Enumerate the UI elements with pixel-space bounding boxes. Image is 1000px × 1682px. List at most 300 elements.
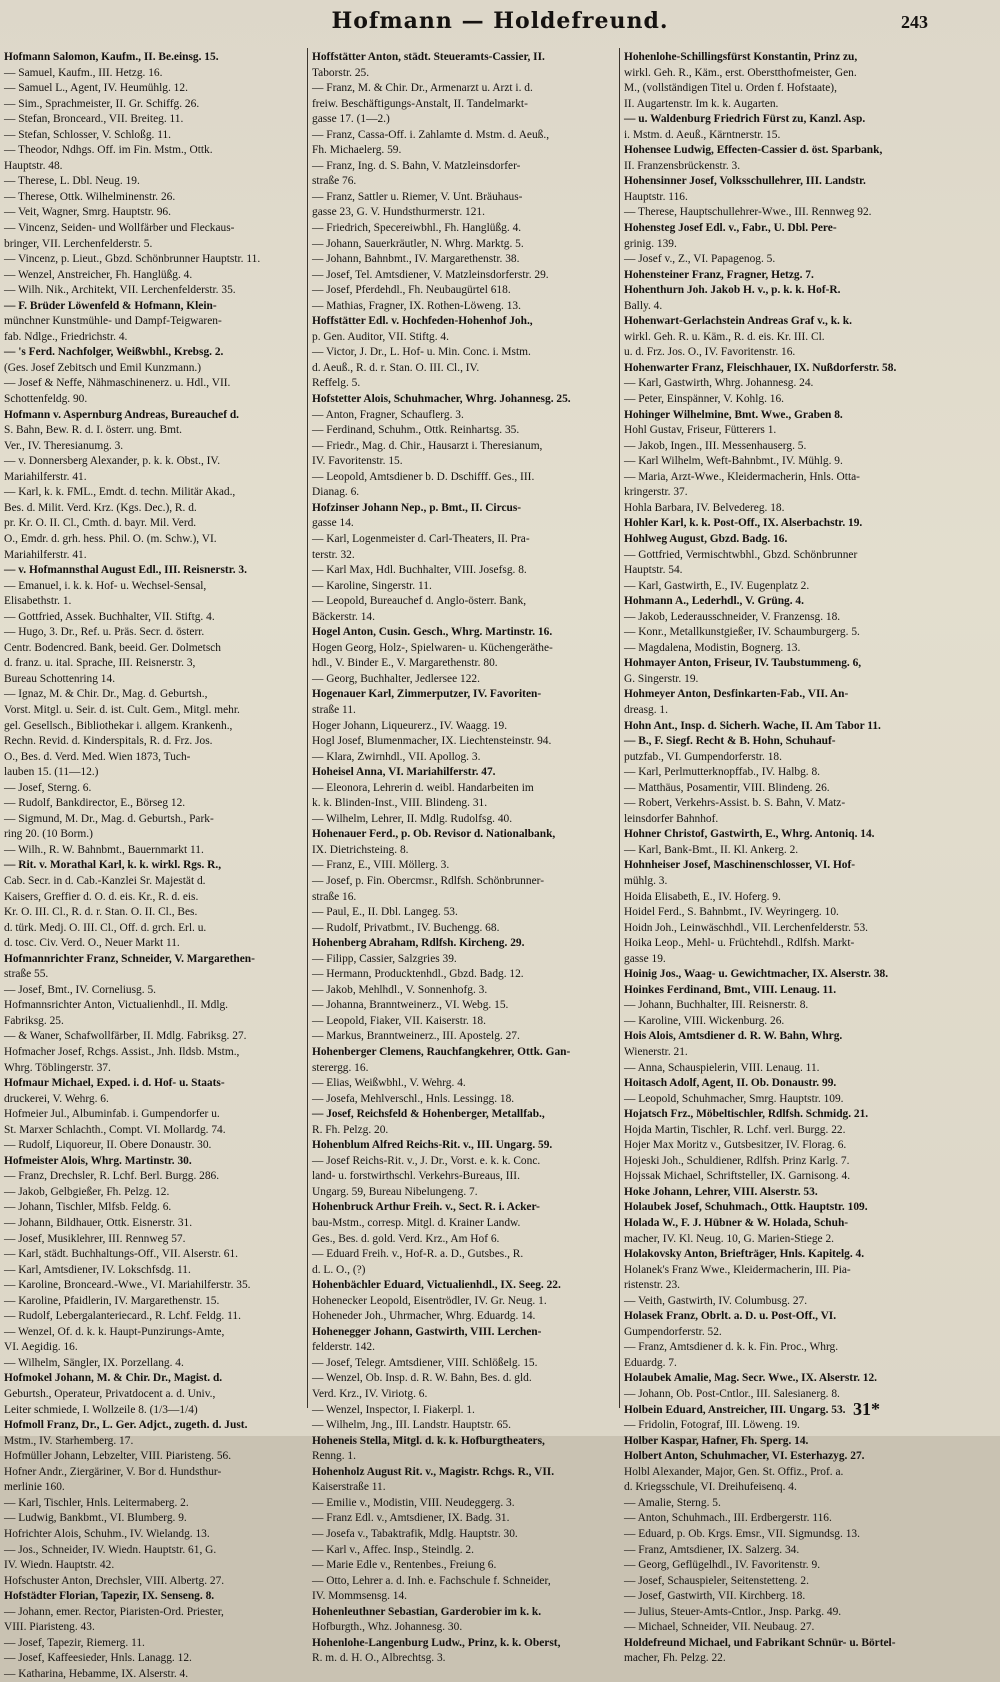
directory-entry-line: Holada W., F. J. Hübner & W. Holada, Schuh- — [624, 1217, 849, 1230]
directory-entry-line: — Karl, Perlmutterknopffab., IV. Halbg. 8. — [624, 766, 821, 779]
directory-entry-line: macher, IV. Kl. Neug. 10, G. Marien-Stiege 2. — [624, 1232, 835, 1245]
directory-entry-line: — Josef Reichs-Rit. v., J. Dr., Vorst. e. k. k. Conc. — [312, 1154, 541, 1167]
directory-entry-line: gasse 23, G. V. Hundsthurmerstr. 121. — [312, 206, 485, 219]
directory-entry-line: VIII. Piaristeng. 43. — [4, 1621, 95, 1634]
directory-entry-line: — Therese, Hauptschullehrer-Wwe., III. Rennweg 92. — [624, 206, 872, 219]
directory-entry-line: Holbein Eduard, Anstreicher, III. Ungarg. 53. — [624, 1403, 846, 1416]
directory-entry-line: Hofmacher Josef, Rchgs. Assist., Jnh. Ildsb. Mstm., — [4, 1046, 240, 1058]
directory-entry-line: (Ges. Josef Zebitsch und Emil Kunzmann.) — [4, 361, 202, 374]
directory-entry-line: Holbert Anton, Schuhmacher, VI. Esterhazyg. 27. — [624, 1450, 865, 1463]
directory-entry-line: — Wilh. Nik., Architekt, VII. Lerchenfelderstr. 35. — [4, 284, 236, 297]
directory-entry-line: Hogenauer Karl, Zimmerputzer, IV. Favoriten- — [312, 688, 542, 701]
directory-entry-line: — Leopold, Bureauchef d. Anglo-österr. Bank, — [312, 595, 527, 608]
directory-entry-line: — Sigmund, M. Dr., Mag. d. Geburtsh., Park- — [4, 812, 214, 825]
directory-entry-line: — Franz, Amtsdiener, IX. Salzerg. 34. — [624, 1543, 800, 1556]
directory-entry-line: — Marie Edle v., Rentenbes., Freiung 6. — [312, 1559, 497, 1572]
directory-entry-line: — Josef, p. Fin. Obercmsr., Rdlfsh. Schönbrunner- — [312, 874, 544, 887]
directory-entry-line: — Johann, Bildhauer, Ottk. Eisnerstr. 31. — [4, 1217, 193, 1230]
directory-entry-line: — Karoline, Bronceard.-Wwe., VI. Mariahilferstr. 35. — [4, 1279, 251, 1292]
directory-entry-line: Hohenthurn Joh. Jakob H. v., p. k. k. Hof-R. — [624, 284, 841, 297]
directory-entry-line: Hauptstr. 54. — [624, 564, 683, 577]
directory-entry-line: — Josef, Tel. Amtsdiener, V. Matzleinsdorferstr. 29. — [312, 268, 549, 281]
directory-entry-line: — Eduard Freih. v., Hof-R. a. D., Gutsbes., R. — [312, 1248, 524, 1261]
directory-entry-line: — Franz Edl. v., Amtsdiener, IX. Badg. 31. — [312, 1512, 510, 1525]
directory-entry-line: d. türk. Medj. O. III. Cl., Off. d. grch. Erl. u. — [4, 921, 207, 934]
directory-entry-line: Fabriksg. 25. — [4, 1014, 64, 1027]
directory-entry-line: Whrg. Töblingerstr. 37. — [4, 1061, 111, 1074]
directory-column-2 — [312, 50, 616, 1665]
directory-entry-line: — Karoline, Singerstr. 11. — [312, 579, 432, 592]
directory-entry-line: lauben 15. (11—12.) — [4, 766, 99, 779]
directory-entry-line: Kaisers, Greffier d. O. d. eis. Kr., R. d. eis. — [4, 890, 199, 903]
directory-entry-line: Hofmannsrichter Anton, Victualienhdl., II. Mdlg. — [4, 999, 229, 1012]
directory-entry-line: Hojssak Michael, Schriftsteller, IX. Garnisong. 4. — [624, 1170, 851, 1183]
directory-entry-line: Verd. Krz., IV. Viriotg. 6. — [312, 1388, 428, 1401]
directory-entry-line: felderstr. 142. — [312, 1341, 375, 1354]
directory-entry-line: — Anna, Schauspielerin, VIII. Lenaug. 11. — [624, 1061, 820, 1074]
directory-entry-line: — Karoline, VIII. Wickenburg. 26. — [624, 1014, 785, 1027]
directory-entry-line: i. Mstm. d. Aeuß., Kärntnerstr. 15. — [624, 128, 781, 141]
directory-entry-line: — Johann, Sauerkräutler, N. Whrg. Marktg. 5. — [312, 237, 524, 250]
directory-entry-line: Hojeski Joh., Schuldiener, Rdlfsh. Prinz Karlg. 7. — [624, 1154, 850, 1167]
directory-entry-line: Hohnheiser Josef, Maschinenschlosser, VI. Hof- — [624, 859, 856, 872]
directory-entry-line: d. L. O., (?) — [312, 1263, 366, 1276]
directory-entry-line: Hofmaur Michael, Exped. i. d. Hof- u. Staats- — [4, 1077, 225, 1090]
directory-entry-line: Dianag. 6. — [312, 486, 360, 499]
directory-entry-line: Hofmann v. Aspernburg Andreas, Bureauchef d. — [4, 408, 240, 421]
directory-entry-line: k. k. Blinden-Inst., VIII. Blindeng. 31. — [312, 797, 488, 810]
directory-entry-line: — Markus, Branntweinerz., III. Apostelg. 27. — [312, 1030, 520, 1043]
directory-entry-line: — Robert, Verkehrs-Assist. b. S. Bahn, V. Matz- — [624, 797, 846, 810]
directory-entry-line: Hohenbruck Arthur Freih. v., Sect. R. i. Acker- — [312, 1201, 540, 1214]
directory-entry-line: Hohenauer Ferd., p. Ob. Revisor d. Nationalbank, — [312, 828, 556, 841]
directory-entry-line: ring 20. (10 Borm.) — [4, 828, 93, 841]
directory-entry-line: — Karoline, Pfaidlerin, IV. Margarethenstr. 15. — [4, 1294, 220, 1307]
directory-entry-line: — Josef, Reichsfeld & Hohenberger, Metallfab., — [312, 1108, 545, 1121]
directory-entry-line: Hohler Karl, k. k. Post-Off., IX. Alserbachstr. 19. — [624, 517, 863, 530]
directory-entry-line: Hoidel Ferd., S. Bahnbmt., IV. Weyringerg. 10. — [624, 906, 839, 919]
directory-entry-line: Rechn. Revid. d. Kinderspitals, R. d. Frz. Jos. — [4, 735, 213, 748]
directory-entry-line: — Rit. v. Morathal Karl, k. k. wirkl. Rgs. R., — [4, 859, 222, 872]
directory-entry-line: Hohenecker Leopold, Eisentrödler, IV. Gr. Neug. 1. — [312, 1294, 547, 1307]
directory-entry-line: Hojda Martin, Tischler, R. Lchf. verl. Burgg. 22. — [624, 1123, 846, 1136]
directory-entry-line: bringer, VII. Lerchenfelderstr. 5. — [4, 237, 153, 250]
directory-entry-line: — Leopold, Amtsdiener b. D. Dschifff. Ges., III. — [312, 470, 535, 483]
directory-entry-line: — Klara, Zwirnhdl., VII. Apollog. 3. — [312, 750, 481, 763]
directory-entry-line: pr. Kr. O. II. Cl., Cmth. d. bayr. Mil. Verd. — [4, 517, 197, 530]
directory-entry-line: grinig. 139. — [624, 237, 677, 250]
directory-entry-line: — Johann, Tischler, Mlfsb. Feldg. 6. — [4, 1201, 172, 1214]
directory-entry-line: Hohmeyer Anton, Desfinkarten-Fab., VII. An- — [624, 688, 849, 701]
directory-entry-line: Hohl Gustav, Friseur, Fütterers 1. — [624, 424, 777, 437]
directory-entry-line: macher, Fh. Pelzg. 22. — [624, 1652, 726, 1665]
directory-entry-line: — Therese, Ottk. Wilhelminenstr. 26. — [4, 190, 176, 203]
directory-entry-line: G. Singerstr. 19. — [624, 672, 699, 685]
directory-entry-line: straße 55. — [4, 968, 49, 981]
directory-entry-line: — Konr., Metallkunstgießer, IV. Schaumburgerg. 5. — [624, 626, 860, 639]
directory-entry-line: — Franz, Sattler u. Riemer, V. Unt. Bräuhaus- — [312, 190, 523, 203]
directory-entry-line: u. d. Frz. Jos. O., IV. Favoritenstr. 16. — [624, 346, 796, 359]
directory-entry-line: d. Kriegsschule, VI. Dreihufeisenq. 4. — [624, 1481, 797, 1494]
directory-entry-line: — Ludwig, Bankbmt., VI. Blumberg. 9. — [4, 1512, 187, 1525]
directory-entry-line: O., Emdr. d. grh. hess. Phil. O. (m. Schw.), VI. — [4, 532, 217, 545]
directory-entry-line: VI. Aegidig. 16. — [4, 1341, 78, 1354]
directory-entry-line: — Josef, Kaffeesieder, Hnls. Lanagg. 12. — [4, 1652, 192, 1665]
directory-entry-line: Hohenleuthner Sebastian, Garderobier im k. k. — [312, 1605, 542, 1618]
directory-entry-line: — Amalie, Sterng. 5. — [624, 1496, 721, 1509]
directory-entry-line: IV. Mommsensg. 14. — [312, 1590, 408, 1603]
directory-entry-line: Mstm., IV. Starhemberg. 17. — [4, 1434, 134, 1447]
directory-entry-line: — Josef v., Z., VI. Papagenog. 5. — [624, 253, 776, 266]
directory-entry-line: straße 16. — [312, 890, 357, 903]
directory-entry-line: p. Gen. Auditor, VII. Stiftg. 4. — [312, 330, 449, 343]
directory-entry-line: — Franz, Amtsdiener d. k. k. Fin. Proc., Whrg. — [624, 1341, 839, 1354]
directory-entry-line: — F. Brüder Löwenfeld & Hofmann, Klein- — [4, 299, 217, 312]
directory-entry-line: — Hugo, 3. Dr., Ref. u. Präs. Secr. d. österr. — [4, 626, 205, 639]
directory-entry-line: Hofner Andr., Ziergäriner, V. Bor d. Hundsthur- — [4, 1465, 222, 1478]
directory-entry-line: — Julius, Steuer-Amts-Cntlor., Jnsp. Parkg. 49. — [624, 1605, 842, 1618]
directory-entry-line: — Anton, Fragner, Schauflerg. 3. — [312, 408, 464, 421]
directory-entry-line: Geburtsh., Operateur, Privatdocent a. d. Univ., — [4, 1388, 216, 1401]
directory-entry-line: Hoinkes Ferdinand, Bmt., VIII. Lenaug. 11. — [624, 983, 837, 996]
directory-entry-line: — Otto, Lehrer a. d. Inh. e. Fachschule f. Schneider, — [312, 1574, 551, 1587]
directory-entry-line: Hauptstr. 116. — [624, 190, 688, 203]
directory-entry-line: Renng. 1. — [312, 1450, 356, 1463]
directory-entry-line: Holbl Alexander, Major, Gen. St. Offiz., Prof. a. — [624, 1465, 844, 1478]
directory-entry-line: — Josef, Tapezir, Riemerg. 11. — [4, 1636, 145, 1649]
directory-entry-line: — Rudolf, Liquoreur, II. Obere Donaustr. 30. — [4, 1139, 212, 1152]
directory-entry-line: — Johann, Buchhalter, III. Reisnerstr. 8. — [624, 999, 809, 1012]
directory-entry-line: — Wenzel, Inspector, I. Fiakerpl. 1. — [312, 1403, 475, 1416]
directory-entry-line: Holdefreund Michael, und Fabrikant Schnür- u. Börtel- — [624, 1636, 896, 1649]
directory-entry-line: Hogl Josef, Blumenmacher, IX. Liechtensteinstr. 94. — [312, 735, 552, 748]
directory-entry-line: — Karl, Logenmeister d. Carl-Theaters, II. Pra- — [312, 532, 530, 545]
directory-entry-line: Hogen Georg, Holz-, Spielwaren- u. Küchengeräthe- — [312, 641, 553, 654]
directory-entry-line: Hohenegger Johann, Gastwirth, VIII. Lerchen- — [312, 1325, 542, 1338]
directory-entry-line: wirkl. Geh. R. u. Käm., R. d. eis. Kr. III. Cl. — [624, 330, 825, 343]
directory-entry-line: Vorst. Mitgl. u. Seir. d. ist. Cult. Gem., Mitgl. mehr. — [4, 703, 240, 716]
directory-entry-line: Hohenberg Abraham, Rdlfsh. Kircheng. 29. — [312, 937, 525, 950]
directory-entry-line: — Wilhelm, Sängler, IX. Porzellang. 4. — [4, 1356, 184, 1369]
directory-entry-line: freiw. Beschäftigungs-Anstalt, II. Tandelmarkt- — [312, 97, 528, 110]
directory-entry-line: — Gottfried, Vermischtwbhl., Gbzd. Schönbrunner — [624, 548, 858, 561]
directory-entry-line: — Jakob, Mehlhdl., V. Sonnenhofg. 3. — [312, 983, 488, 996]
directory-entry-line: Hohner Christof, Gastwirth, E., Whrg. Antoniq. 14. — [624, 828, 875, 841]
directory-entry-line: gasse 19. — [624, 952, 666, 965]
directory-entry-line: Hoidn Joh., Leinwäschhdl., VII. Lerchenfelderstr. 53. — [624, 921, 868, 934]
directory-entry-line: — Josef, Gastwirth, VII. Kirchberg. 18. — [624, 1590, 806, 1603]
directory-entry-line: Hohenbächler Eduard, Victualienhdl., IX. Seeg. 22. — [312, 1279, 561, 1292]
directory-entry-line: — & Waner, Schafwollfärber, II. Mdlg. Fabriksg. 27. — [4, 1030, 247, 1043]
directory-entry-line: — Johann, Ob. Post-Cntlor., III. Salesianerg. 8. — [624, 1388, 840, 1401]
directory-entry-line: — Johann, emer. Rector, Piaristen-Ord. Priester, — [4, 1605, 224, 1618]
directory-entry-line: — Josef, Bmt., IV. Corneliusg. 5. — [4, 983, 156, 996]
directory-entry-line: Hofmannrichter Franz, Schneider, V. Margarethen- — [4, 952, 255, 965]
directory-entry-line: — Friedrich, Specereiwbhl., Fh. Hanglüßg. 4. — [312, 222, 522, 235]
directory-entry-line: — Eduard, p. Ob. Krgs. Emsr., VII. Sigmundsg. 13. — [624, 1527, 860, 1540]
directory-entry-line: — Josefa, Mehlverschl., Hnls. Lessingg. 18. — [312, 1092, 515, 1105]
directory-entry-line: münchner Kunstmühle- und Dampf-Teigwaren- — [4, 315, 222, 328]
directory-entry-line: straße 76. — [312, 175, 357, 188]
directory-entry-line: gasse 17. (1—2.) — [312, 113, 390, 126]
directory-entry-line: Hoger Johann, Liqueurerz., IV. Waagg. 19. — [312, 719, 508, 732]
directory-entry-line: — Emanuel, i. k. k. Hof- u. Wechsel-Sensal, — [4, 579, 207, 592]
directory-entry-line: — Johanna, Branntweinerz., VI. Webg. 15. — [312, 999, 509, 1012]
directory-entry-line: Hofschuster Anton, Drechsler, VIII. Albertg. 27. — [4, 1574, 225, 1587]
directory-entry-line: putzfab., VI. Gumpendorferstr. 18. — [624, 750, 782, 763]
directory-entry-line: Centr. Bodencred. Bank, beeid. Ger. Dolmetsch — [4, 641, 221, 654]
directory-entry-line: Hogel Anton, Cusin. Gesch., Whrg. Martinstr. 16. — [312, 626, 553, 639]
directory-entry-line: M., (vollständigen Titel u. Orden f. Hofstaate), — [624, 82, 837, 95]
directory-entry-line: — v. Hofmannsthal August Edl., III. Reisnerstr. 3. — [4, 564, 247, 577]
directory-entry-line: Hoika Leop., Mehl- u. Früchtehdl., Rdlfsh. Markt- — [624, 937, 855, 950]
directory-entry-line: R. Fh. Pelzg. 20. — [312, 1123, 389, 1136]
directory-entry-line: mühlg. 3. — [624, 874, 668, 887]
directory-entry-line: Kaiserstraße 11. — [312, 1481, 386, 1494]
directory-entry-line: R. m. d. H. O., Albrechtsg. 3. — [312, 1652, 446, 1665]
directory-entry-line: Hohenlohe-Schillingsfürst Konstantin, Prinz zu, — [624, 51, 858, 63]
directory-entry-line: — Vincenz, p. Lieut., Gbzd. Schönbrunner Hauptstr. 11. — [4, 253, 261, 266]
directory-entry-line: Hofmokel Johann, M. & Chir. Dr., Magist. d. — [4, 1372, 223, 1385]
directory-entry-line: — Wilhelm, Lehrer, II. Mdlg. Rudolfsg. 40. — [312, 812, 513, 825]
column-rule-right — [619, 48, 620, 1408]
directory-entry-line: fab. Ndlge., Friedrichstr. 4. — [4, 330, 128, 343]
directory-entry-line: druckerei, V. Wehrg. 6. — [4, 1092, 109, 1105]
directory-entry-line: — Franz, Ing. d. S. Bahn, V. Matzleinsdorfer- — [312, 159, 521, 172]
directory-entry-line: — Jakob, Lederausschneider, V. Franzensg. 18. — [624, 610, 841, 623]
directory-entry-line: Hoida Elisabeth, E., IV. Hoferg. 9. — [624, 890, 781, 903]
directory-entry-line: Kr. O. III. Cl., R. d. r. Stan. O. II. Cl., Bes. — [4, 906, 198, 919]
directory-entry-line: — Jakob, Gelbgießer, Fh. Pelzg. 12. — [4, 1185, 170, 1198]
directory-entry-line: — Anton, Schuhmach., III. Erdbergerstr. 116. — [624, 1512, 832, 1525]
directory-entry-line: — Rudolf, Lebergalanteriecard., R. Lchf. Feldg. 11. — [4, 1310, 241, 1323]
directory-entry-line: kringerstr. 37. — [624, 486, 688, 499]
directory-entry-line: — Karl, städt. Buchhaltungs-Off., VII. Alserstr. 61. — [4, 1248, 239, 1261]
directory-entry-line: IV. Favoritenstr. 15. — [312, 455, 403, 468]
directory-entry-line: — Samuel L., Agent, IV. Heumühlg. 12. — [4, 82, 188, 95]
directory-entry-line: dreasg. 1. — [624, 703, 668, 716]
directory-entry-line: straße 11. — [312, 703, 356, 716]
directory-entry-line: — Paul, E., II. Dbl. Langeg. 53. — [312, 906, 458, 919]
directory-entry-line: Hohn Ant., Insp. d. Sicherh. Wache, II. Am Tabor 11. — [624, 719, 881, 732]
directory-entry-line: Hoheneder Joh., Uhrmacher, Whrg. Eduardg. 14. — [312, 1310, 536, 1323]
directory-entry-line: — Franz, E., VIII. Möllerg. 3. — [312, 859, 450, 872]
directory-entry-line: — Maria, Arzt-Wwe., Kleidermacherin, Hnls. Otta- — [624, 470, 860, 483]
directory-entry-line: — Wenzel, Anstreicher, Fh. Hanglüßg. 4. — [4, 268, 193, 281]
directory-entry-line: Hoitasch Adolf, Agent, II. Ob. Donaustr. 99. — [624, 1077, 837, 1090]
directory-entry-line: Taborstr. 25. — [312, 66, 370, 79]
directory-entry-line: Hohla Barbara, IV. Belvedereg. 18. — [624, 501, 785, 514]
directory-entry-line: — Franz, Drechsler, R. Lchf. Berl. Burgg. 286. — [4, 1170, 220, 1183]
directory-entry-line: Hohlweg August, Gbzd. Badg. 16. — [624, 532, 788, 545]
directory-entry-line: d. franz. u. ital. Sprache, III. Reisnerstr. 3, — [4, 657, 196, 670]
directory-entry-line: Hohenwart-Gerlachstein Andreas Graf v., k. k. — [624, 315, 852, 328]
directory-entry-line: — Johann, Bahnbmt., IV. Margarethenstr. 38. — [312, 253, 520, 266]
directory-entry-line: — Karl, Gastwirth, E., IV. Eugenplatz 2. — [624, 579, 810, 592]
directory-entry-line: — Victor, J. Dr., L. Hof- u. Min. Conc. i. Mstm. — [312, 346, 531, 359]
directory-entry-line: Hofmann Salomon, Kaufm., II. Be.einsg. 15. — [4, 51, 219, 63]
directory-entry-line: Hohenberger Clemens, Rauchfangkehrer, Ottk. Gan- — [312, 1046, 571, 1058]
directory-entry-line: — Sim., Sprachmeister, II. Gr. Schiffg. 26. — [4, 97, 200, 110]
directory-entry-line: Schottenfeldg. 90. — [4, 393, 88, 406]
directory-entry-line: Hois Alois, Amtsdiener d. R. W. Bahn, Whrg. — [624, 1030, 843, 1043]
directory-entry-line: — Rudolf, Privatbmt., IV. Buchengg. 68. — [312, 921, 500, 934]
directory-entry-line: Wienerstr. 21. — [624, 1046, 688, 1058]
column-rule-left — [307, 48, 308, 1408]
directory-entry-line: Holasek Franz, Obrlt. a. D. u. Post-Off., VI. — [624, 1310, 837, 1323]
directory-entry-line: Hoke Johann, Lehrer, VIII. Alserstr. 53. — [624, 1185, 818, 1198]
directory-entry-line: Bureau Schottenring 14. — [4, 672, 116, 685]
directory-entry-line: d. Aeuß., R. d. r. Stan. O. III. Cl., IV. — [312, 361, 480, 374]
directory-entry-line: S. Bahn, Bew. R. d. I. österr. ung. Bmt. — [4, 424, 183, 437]
directory-entry-line: — Katharina, Hebamme, IX. Alserstr. 4. — [4, 1667, 189, 1680]
directory-entry-line: Mariahilferstr. 41. — [4, 548, 87, 561]
directory-entry-line: Hofmüller Johann, Lebzelter, VIII. Piaristeng. 56. — [4, 1450, 232, 1463]
directory-entry-line: Reffelg. 5. — [312, 377, 361, 390]
directory-entry-line: — Wilh., R. W. Bahnbmt., Bauernmarkt 11. — [4, 843, 204, 856]
directory-entry-line: — Jos., Schneider, IV. Wiedn. Hauptstr. 61, G. — [4, 1543, 217, 1556]
directory-entry-line: O., Bes. d. Verd. Med. Wien 1873, Tuch- — [4, 750, 191, 763]
directory-entry-line: Hofstetter Alois, Schuhmacher, Whrg. Johannesg. 25. — [312, 393, 571, 406]
directory-entry-line: — Elias, Weißwbhl., V. Wehrg. 4. — [312, 1077, 466, 1090]
directory-entry-line: — Jakob, Ingen., III. Messenhauserg. 5. — [624, 439, 807, 452]
directory-entry-line: Mariahilferstr. 41. — [4, 470, 87, 483]
directory-entry-line: d. tosc. Civ. Verd. O., Neuer Markt 11. — [4, 937, 180, 950]
directory-entry-line: — Josef & Neffe, Nähmaschinenerz. u. Hdl., VII. — [4, 377, 231, 390]
directory-entry-line: — v. Donnersberg Alexander, p. k. k. Obst., IV. — [4, 455, 221, 468]
directory-entry-line: — Franz, Cassa-Off. i. Zahlamte d. Mstm. d. Aeuß., — [312, 128, 550, 141]
directory-entry-line: — Mathias, Fragner, IX. Rothen-Löweng. 13. — [312, 299, 521, 312]
directory-entry-line: Hofmeier Jul., Albuminfab. i. Gumpendorfer u. — [4, 1108, 220, 1121]
directory-entry-line: Bäckerstr. 14. — [312, 610, 375, 623]
directory-entry-line: Hofburgth., Whz. Johannesg. 30. — [312, 1621, 463, 1634]
directory-entry-line: — Josef, Schauspieler, Seitenstetteng. 2. — [624, 1574, 809, 1587]
directory-entry-line: — Samuel, Kaufm., III. Hetzg. 16. — [4, 66, 163, 79]
directory-entry-line: Hoinig Jos., Waag- u. Gewichtmacher, IX. Alserstr. 38. — [624, 968, 889, 981]
directory-entry-line: IX. Dietrichsteing. 8. — [312, 843, 409, 856]
directory-entry-line: Holaubek Josef, Schuhmach., Ottk. Hauptstr. 109. — [624, 1201, 868, 1214]
signature-mark: 31* — [853, 1399, 880, 1419]
directory-entry-line: Leiter schmiede, I. Wollzeile 8. (1/3—1/4) — [4, 1403, 198, 1416]
directory-entry-line: Hofrichter Alois, Schuhm., IV. Wielandg. 13. — [4, 1527, 210, 1540]
directory-entry-line: — Karl, Bank-Bmt., II. Kl. Ankerg. 2. — [624, 843, 799, 856]
directory-entry-line: Elisabethstr. 1. — [4, 595, 72, 608]
directory-entry-line: — Stefan, Schlosser, V. Schloßg. 11. — [4, 128, 172, 141]
directory-entry-line: Ver., IV. Theresianumg. 3. — [4, 439, 124, 452]
directory-entry-line: Hohensinner Josef, Volksschullehrer, III. Landstr. — [624, 175, 866, 188]
directory-entry-line: II. Franzensbrückenstr. 3. — [624, 159, 741, 172]
directory-entry-line: — Michael, Schneider, VII. Neubaug. 27. — [624, 1621, 815, 1634]
directory-entry-line: — Hermann, Producktenhdl., Gbzd. Badg. 12. — [312, 968, 524, 981]
directory-entry-line: hdl., V. Binder E., V. Margarethenstr. 80. — [312, 657, 498, 670]
directory-entry-line: Hoheisel Anna, VI. Mariahilferstr. 47. — [312, 766, 496, 779]
directory-entry-line: bau-Mstm., corresp. Mitgl. d. Krainer Landw. — [312, 1217, 521, 1230]
directory-entry-line: — Josef, Musiklehrer, III. Rennweg 57. — [4, 1232, 186, 1245]
directory-entry-line: — Theodor, Ndhgs. Off. im Fin. Mstm., Ottk. — [4, 144, 213, 157]
directory-entry-line: Fh. Michaelerg. 59. — [312, 144, 402, 157]
directory-entry-line: — Josefa v., Tabaktrafik, Mdlg. Hauptstr. 30. — [312, 1527, 518, 1540]
directory-entry-line: — u. Waldenburg Friedrich Fürst zu, Kanzl. Asp. — [624, 113, 866, 126]
directory-entry-line: — Eleonora, Lehrerin d. weibl. Handarbeiten im — [312, 781, 534, 794]
directory-entry-line: — B., F. Siegf. Recht & B. Hohn, Schuhauf- — [624, 735, 836, 748]
directory-entry-line: Hauptstr. 48. — [4, 159, 63, 172]
directory-entry-line: Hohensteg Josef Edl. v., Fabr., U. Dbl. Pere- — [624, 222, 837, 235]
directory-entry-line: Eduardg. 7. — [624, 1356, 677, 1369]
directory-entry-line: Hohenholz August Rit. v., Magistr. Rchgs. R., VII. — [312, 1465, 555, 1478]
directory-entry-line: — Ignaz, M. & Chir. Dr., Mag. d. Geburtsh., — [4, 688, 208, 701]
directory-entry-line: — Georg, Buchhalter, Jedlersee 122. — [312, 672, 480, 685]
directory-entry-line: Ges., Bes. d. gold. Verd. Krz., Am Hof 6. — [312, 1232, 500, 1245]
directory-entry-line: ristenstr. 23. — [624, 1279, 681, 1292]
directory-entry-line: Holanek's Franz Wwe., Kleidermacherin, III. Pia- — [624, 1263, 851, 1276]
running-head-title: Hofmann — Holdefreund. — [331, 8, 669, 34]
directory-entry-line: — Ferdinand, Schuhm., Ottk. Reinhartsg. 35. — [312, 424, 520, 437]
directory-entry-line: — Josef, Sterng. 6. — [4, 781, 92, 794]
directory-entry-line: Hojatsch Frz., Möbeltischler, Rdlfsh. Schmidg. 21. — [624, 1108, 869, 1121]
directory-entry-line: IV. Wiedn. Hauptstr. 42. — [4, 1559, 115, 1572]
directory-entry-line: leinsdorfer Bahnhof. — [624, 812, 719, 825]
directory-entry-line: Hoffstätter Edl. v. Hochfeden-Hohenhof Joh., — [312, 315, 533, 328]
directory-entry-line: — Stefan, Bronceard., VII. Breiteg. 11. — [4, 113, 184, 126]
directory-entry-line: Hohmayer Anton, Friseur, IV. Taubstummeng. 6, — [624, 657, 862, 670]
page-number: 243 — [901, 12, 928, 32]
directory-entry-line: wirkl. Geh. R., Käm., erst. Oberstthofmeister, Gen. — [624, 66, 857, 79]
directory-entry-line: Holaubek Amalie, Mag. Secr. Wwe., IX. Alserstr. 12. — [624, 1372, 878, 1385]
directory-entry-line: Hofmoll Franz, Dr., L. Ger. Adjct., zugeth. d. Just. — [4, 1419, 248, 1432]
directory-entry-line: — Emilie v., Modistin, VIII. Neudeggerg. 3. — [312, 1496, 515, 1509]
directory-entry-line: — Wenzel, Of. d. k. k. Haupt-Punzirungs-Amte, — [4, 1325, 225, 1338]
directory-entry-line: — Matthäus, Posamentir, VIII. Blindeng. 26. — [624, 781, 830, 794]
directory-entry-line: — Wenzel, Ob. Insp. d. R. W. Bahn, Bes. d. gld. — [312, 1372, 532, 1385]
directory-entry-line: Hoffstätter Anton, städt. Steueramts-Cassier, II. — [312, 51, 545, 63]
directory-entry-line: — Magdalena, Modistin, Bognerg. 13. — [624, 641, 801, 654]
directory-entry-line: — Veit, Wagner, Smrg. Hauptstr. 96. — [4, 206, 171, 219]
directory-entry-line: Holakovsky Anton, Briefträger, Hnls. Kapitelg. 4. — [624, 1248, 865, 1261]
directory-entry-line: gasse 14. — [312, 517, 354, 530]
directory-entry-line: — Friedr., Mag. d. Chir., Hausarzt i. Theresianum, — [312, 439, 543, 452]
directory-entry-line: Hohmann A., Lederhdl., V. Grüng. 4. — [624, 595, 804, 608]
directory-entry-line: Ungarg. 59, Bureau Nibelungeng. 7. — [312, 1185, 478, 1198]
directory-entry-line: — Rudolf, Bankdirector, E., Börseg 12. — [4, 797, 186, 810]
directory-entry-line: Hohensee Ludwig, Effecten-Cassier d. öst. Sparbank, — [624, 144, 883, 157]
directory-entry-line: — Fridolin, Fotograf, III. Löweng. 19. — [624, 1419, 800, 1432]
directory-entry-line: — Filipp, Cassier, Salzgries 39. — [312, 952, 457, 965]
directory-entry-line: Hofmeister Alois, Whrg. Martinstr. 30. — [4, 1154, 192, 1167]
directory-entry-line: — Karl, Tischler, Hnls. Leitermaberg. 2. — [4, 1496, 189, 1509]
directory-entry-line: Cab. Secr. in d. Cab.-Kanzlei Sr. Majestät d. — [4, 874, 206, 887]
directory-entry-line: Hohensteiner Franz, Fragner, Hetzg. 7. — [624, 268, 814, 281]
directory-entry-line: — Karl Wilhelm, Weft-Bahnbmt., IV. Mühlg. 9. — [624, 455, 843, 468]
directory-entry-line: sterergg. 16. — [312, 1061, 369, 1074]
directory-entry-line: Hofstädter Florian, Tapezir, IX. Senseng. 8. — [4, 1590, 215, 1603]
directory-column-1 — [4, 50, 304, 1680]
directory-entry-line: St. Marxer Schlachth., Compt. VI. Mollardg. 74. — [4, 1123, 226, 1136]
directory-entry-line: — Peter, Einspänner, V. Kohlg. 16. — [624, 393, 785, 406]
directory-entry-line: II. Augartenstr. Im k. k. Augarten. — [624, 97, 779, 110]
directory-entry-line: — 's Ferd. Nachfolger, Weißwbhl., Krebsg. 2. — [4, 346, 224, 359]
directory-entry-line: — Wilhelm, Jng., III. Landstr. Hauptstr. 65. — [312, 1419, 511, 1432]
directory-entry-line: gel. Gesellsch., Bibliothekar i. allgem. Krankenh., — [4, 719, 233, 732]
directory-entry-line: terstr. 32. — [312, 548, 355, 561]
directory-entry-line: Hohenwarter Franz, Fleischhauer, IX. Nußdorferstr. 58. — [624, 361, 897, 374]
directory-entry-line: — Leopold, Schuhmacher, Smrg. Hauptstr. 109. — [624, 1092, 844, 1105]
directory-entry-line: — Gottfried, Assek. Buchhalter, VII. Stiftg. 4. — [4, 610, 215, 623]
directory-entry-line: Hohenblum Alfred Reichs-Rit. v., III. Ungarg. 59. — [312, 1139, 553, 1152]
directory-entry-line: — Karl, Gastwirth, Whrg. Johannesg. 24. — [624, 377, 814, 390]
directory-entry-line: Hofzinser Johann Nep., p. Bmt., II. Circus- — [312, 501, 522, 514]
directory-entry-line: — Karl Max, Hdl. Buchhalter, VIII. Josefsg. 8. — [312, 564, 527, 577]
directory-entry-line: — Josef, Telegr. Amtsdiener, VIII. Schlößelg. 15. — [312, 1356, 538, 1369]
